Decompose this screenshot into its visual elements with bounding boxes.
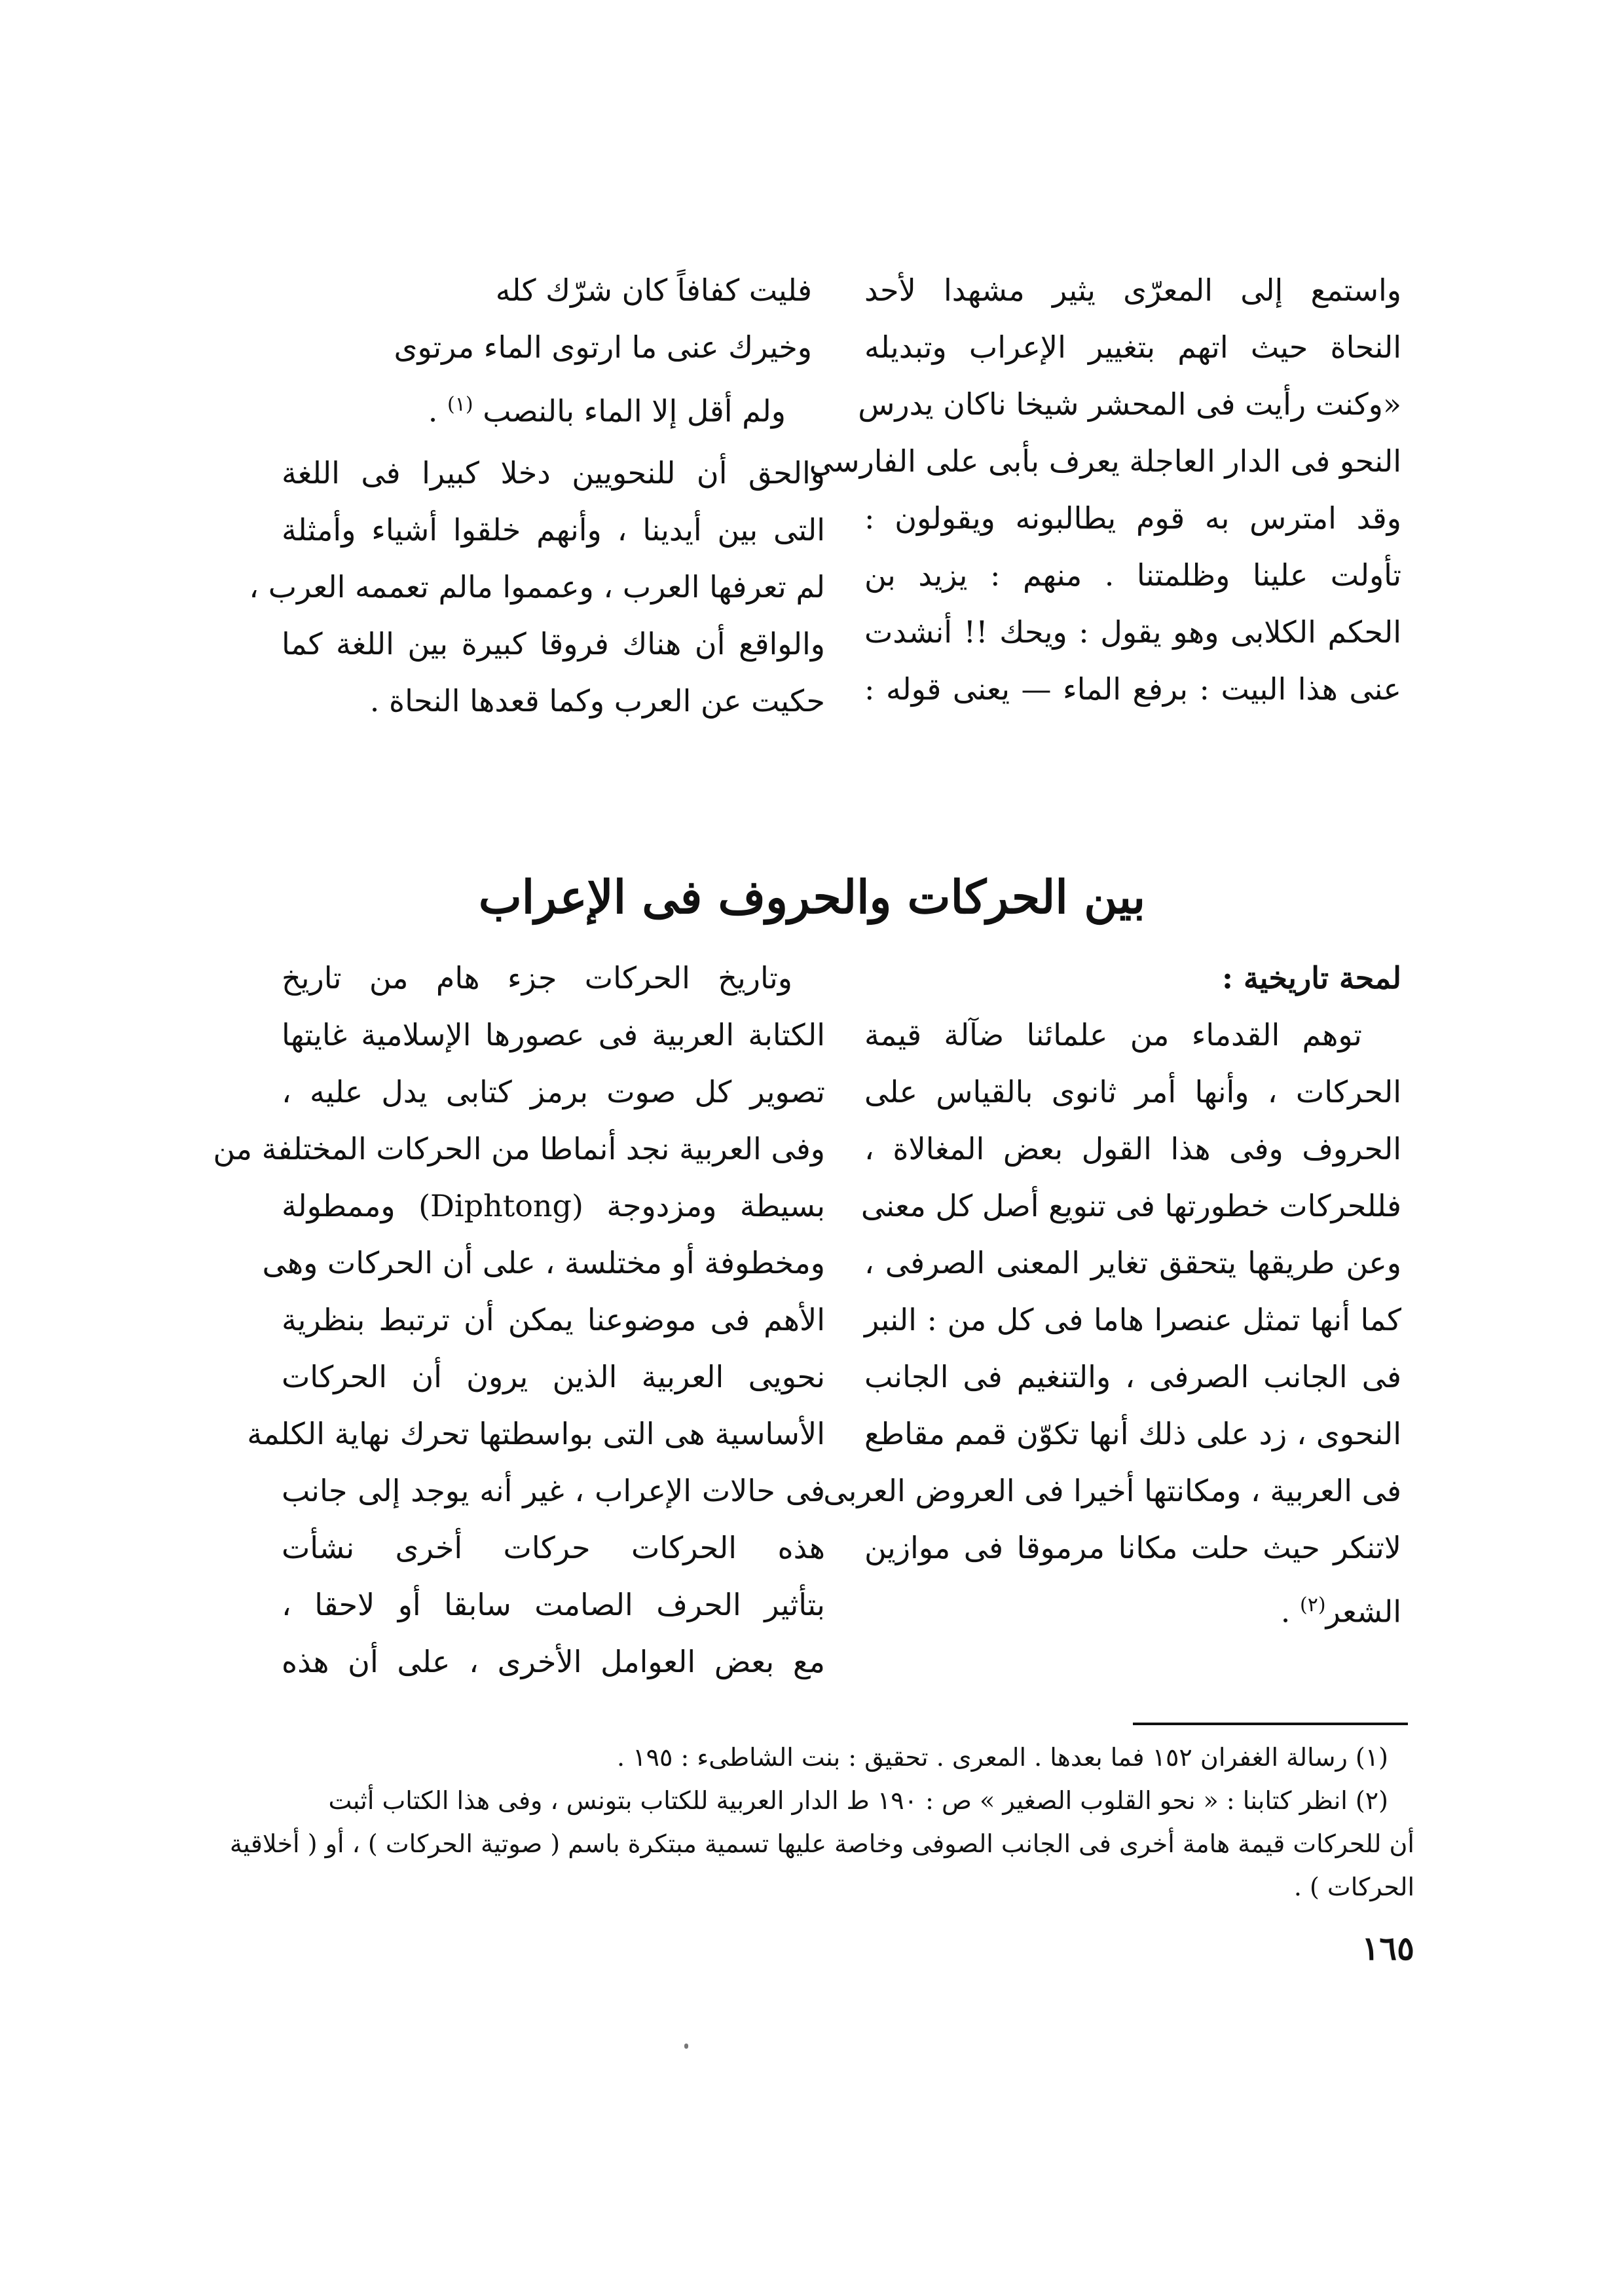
verse-line: فليت كفافاً كان شرّك كله — [495, 272, 812, 308]
footnote-1: (١) رسالة الغفران ١٥٢ فما بعدها . المعرى . تحقيق : بنت الشاطىء : ١٩٥ . — [616, 1743, 1388, 1772]
verse-line: وخيرك عنى ما ارتوى الماء مرتوى — [394, 329, 812, 365]
text-line: فى حالات الإعراب ، غير أنه يوجد إلى جانب — [282, 1473, 825, 1508]
text-line: التى بين أيدينا ، وأنهم خلقوا أشياء وأمثلة — [282, 512, 825, 548]
text-line: النحو فى الدار العاجلة يعرف بأبى على الفارسى — [809, 443, 1401, 479]
text-line: مع بعض العوامل الأخرى ، على أن هذه — [282, 1644, 825, 1679]
text-line: بسيطة ومزدوجة (Diphtong) وممطولة — [282, 1188, 825, 1223]
text-line: عنى هذا البيت : برفع الماء — يعنى قوله : — [864, 671, 1401, 707]
footnote-divider — [1133, 1723, 1408, 1725]
verse-text: ولم أقل إلا الماء بالنصب — [483, 393, 786, 429]
subheading: لمحة تاريخية : — [1221, 960, 1401, 996]
text-line: ومخطوفة أو مختلسة ، على أن الحركات وهى — [262, 1245, 825, 1280]
text-line: لم تعرفها العرب ، وعمموا مالم تعممه العرب ، — [249, 569, 825, 605]
footnote-mark: (١) — [447, 393, 473, 416]
text-line: الأساسية هى التى بواسطتها تحرك نهاية الكلمة — [247, 1416, 825, 1451]
text-line: وفى العربية نجد أنماطا من الحركات المختلفة من — [213, 1131, 825, 1166]
text-line: والواقع أن هناك فروقا كبيرة بين اللغة كما — [282, 626, 826, 662]
text-line: تأولت علينا وظلمتنا . منهم : يزيد بن — [864, 557, 1401, 593]
footnote-2-continued: الحركات ) . — [1293, 1873, 1414, 1901]
text-line: النحاة حيث اتهم بتغيير الإعراب وتبديله — [864, 329, 1401, 365]
top-right-paragraph — [809, 262, 1401, 718]
scan-speck — [684, 2043, 688, 2049]
text-line: تصوير كل صوت برمز كتابى يدل عليه ، — [282, 1074, 825, 1110]
text-line: واستمع إلى المعرّى يثير مشهدا لأحد — [864, 272, 1401, 308]
text-line: الحركات ، وأنها أمر ثانوى بالقياس على — [864, 1074, 1401, 1110]
top-left-column — [249, 262, 826, 730]
text-line: الشعر$^{(٢)}$ . — [1280, 1594, 1401, 1630]
text-line: الحكم الكلابى وهو يقول : ويحك !! أنشدت — [864, 614, 1401, 650]
text-line: الحروف وفى هذا القول بعض المغالاة ، — [864, 1131, 1401, 1166]
bottom-right-column — [823, 950, 1401, 1633]
poem-verse — [282, 262, 825, 433]
text-fragment: الشعر — [1325, 1594, 1401, 1630]
text-line: فللحركات خطورتها فى تنويع أصل كل معنى — [860, 1188, 1401, 1223]
text-line: وقد امترس به قوم يطالبونه ويقولون : — [864, 500, 1401, 536]
section-title: بين الحركات والحروف فى الإعراب — [478, 870, 1146, 924]
text-line: فى الجانب الصرفى ، والتنغيم فى الجانب — [864, 1359, 1401, 1394]
text-line: «وكنت رأيت فى المحشر شيخا ناكان يدرس — [858, 386, 1401, 422]
text-line: النحوى ، زد على ذلك أنها تكوّن قمم مقاطع — [864, 1416, 1401, 1451]
text-line: نحويى العربية الذين يرون أن الحركات — [282, 1359, 825, 1394]
footnote-2: (٢) انظر كتابنا : « نحو القلوب الصغير » ص : ١٩٠ ط الدار العربية للكتاب بتونس ، وفى هذا الكتاب أثبت — [328, 1786, 1388, 1815]
text-line: لاتنكر حيث حلت مكانا مرموقا فى موازين — [864, 1530, 1401, 1565]
bottom-left-column — [213, 950, 825, 1690]
text-line: بتأثير الحرف الصامت سابقا أو لاحقا ، — [282, 1587, 825, 1622]
text-line: الأهم فى موضوعنا يمكن أن ترتبط بنظرية — [282, 1302, 825, 1337]
footnote-mark: (٢) — [1300, 1594, 1326, 1616]
text-line: كما أنها تمثل عنصرا هاما فى كل من : النبر — [864, 1302, 1401, 1337]
footnotes — [229, 1736, 1414, 1909]
text-line: حكيت عن العرب وكما قعدها النحاة . — [369, 683, 825, 718]
footnote-2-continued: أن للحركات قيمة هامة أخرى فى الجانب الصوفى وخاصة عليها تسمية مبتكرة باسم ( صوتية الحركات ) ، أو ( أخلاقية — [229, 1829, 1414, 1858]
verse-line: ولم أقل إلا الماء بالنصب $^{(١)}$ . — [428, 393, 786, 429]
page-number: ١٦٥ — [1361, 1929, 1414, 1968]
text-line: والحق أن للنحويين دخلا كبيرا فى اللغة — [282, 455, 825, 491]
text-line: توهم القدماء من علمائنا ضآلة قيمة — [864, 1017, 1362, 1053]
text-line: هذه الحركات حركات أخرى نشأت — [282, 1530, 825, 1565]
text-line: وتاريخ الحركات جزء هام من تاريخ — [282, 960, 792, 996]
text-line: فى العربية ، ومكانتها أخيرا فى العروض العربى — [823, 1473, 1401, 1508]
text-line: الكتابة العربية فى عصورها الإسلامية غايتها — [282, 1017, 825, 1053]
text-line: وعن طريقها يتحقق تغاير المعنى الصرفى ، — [864, 1245, 1401, 1280]
